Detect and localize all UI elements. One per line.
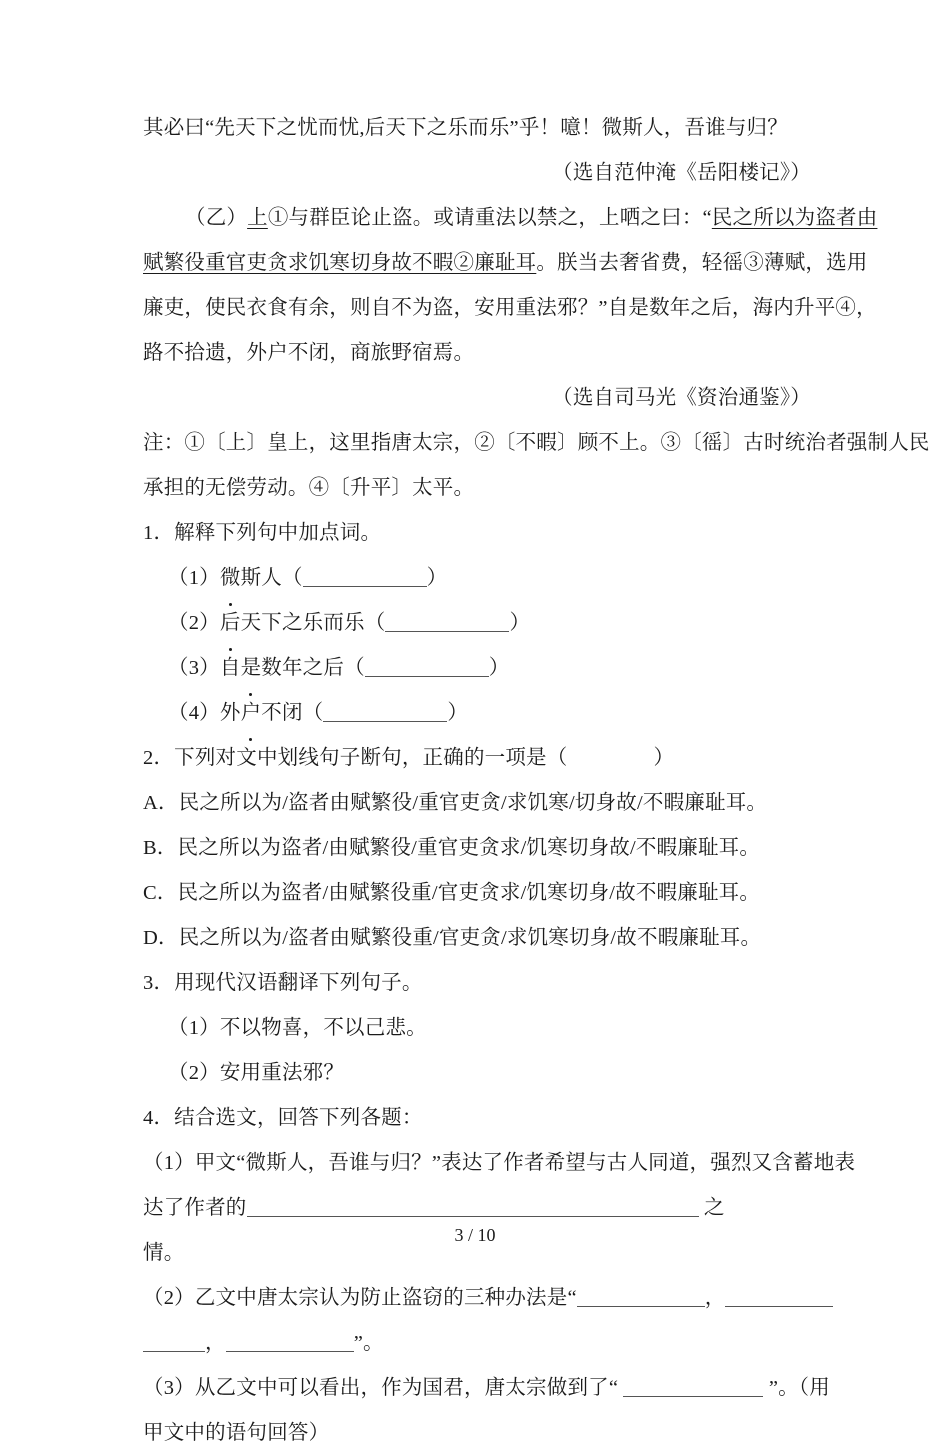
question-2-stem-close: ） bbox=[653, 747, 675, 769]
question-2-option-b[interactable] bbox=[143, 826, 811, 871]
option-letter: B． bbox=[143, 837, 178, 859]
sub1-suffix: 之 bbox=[703, 1197, 725, 1219]
question-1-number: 1． bbox=[143, 522, 175, 544]
passage-yi-underline-b: 赋繁役重官吏贪求饥寒切身故不暇②廉耻耳 bbox=[143, 252, 537, 274]
item-text: 数年之后（ bbox=[261, 657, 365, 679]
item-label: （2） bbox=[168, 612, 220, 634]
question-3-stem bbox=[143, 961, 811, 1006]
question-2-number: 2． bbox=[143, 747, 175, 769]
question-3-number: 3． bbox=[143, 972, 175, 994]
question-4-number: 4． bbox=[143, 1107, 175, 1129]
question-2-stem-text: 下列对文中划线句子断句，正确的一项是（ bbox=[174, 747, 568, 769]
question-1-stem-text: 解释下列句中加点词。 bbox=[174, 522, 382, 544]
answer-blank[interactable] bbox=[623, 1379, 763, 1397]
option-letter: A． bbox=[143, 792, 179, 814]
question-4-sub1-line1: （1）甲文“微斯人，吾谁与归？”表达了作者希望与古人同道，强烈又含蓄地表 bbox=[143, 1152, 856, 1174]
passage-yi-label: （乙） bbox=[185, 207, 248, 229]
answer-blank[interactable] bbox=[365, 659, 489, 677]
answer-blank[interactable] bbox=[247, 1199, 699, 1217]
answer-blank[interactable] bbox=[143, 1334, 205, 1352]
question-4-sub3-line1 bbox=[143, 1366, 830, 1411]
question-2-option-a[interactable] bbox=[143, 781, 811, 826]
item-pre: 自 bbox=[219, 657, 241, 679]
answer-blank[interactable] bbox=[226, 1334, 354, 1352]
dotted-char: 是 bbox=[241, 646, 262, 691]
sub2-comma-2: ， bbox=[205, 1332, 226, 1354]
question-2-option-c[interactable] bbox=[143, 871, 811, 916]
question-1-item-3 bbox=[143, 646, 811, 691]
question-4-sub2-line1 bbox=[143, 1276, 811, 1321]
item-close: ） bbox=[426, 567, 448, 589]
item-close: ） bbox=[488, 657, 510, 679]
citation-yueyanglou: （选自范仲淹《岳阳楼记》） bbox=[552, 162, 811, 184]
item-label: （1） bbox=[168, 567, 220, 589]
answer-blank[interactable] bbox=[323, 704, 447, 722]
option-text: 民之所以为/盗者由赋繁役重/官吏贪/求饥寒切身/故不暇廉耻耳。 bbox=[178, 927, 762, 949]
passage-jia-text-b: 后天下之乐而乐”乎！噫！微斯人，吾谁与归？ bbox=[364, 117, 788, 139]
item-text: 斯人（ bbox=[240, 567, 303, 589]
passage-jia-text-a: 其必曰“先天下之忧而忧 bbox=[143, 117, 360, 139]
question-1-item-1 bbox=[143, 556, 811, 601]
sub2-prefix: （2）乙文中唐太宗认为防止盗窃的三种办法是“ bbox=[143, 1287, 577, 1309]
question-4-stem bbox=[143, 1096, 811, 1141]
option-text: 民之所以为盗者/由赋繁役重/官吏贪求/饥寒切身/故不暇廉耻耳。 bbox=[177, 882, 761, 904]
question-3-stem-text: 用现代汉语翻译下列句子。 bbox=[174, 972, 423, 994]
dotted-char: 后 bbox=[220, 601, 241, 646]
notes-line-1: 注：①〔上〕皇上，这里指唐太宗，②〔不暇〕顾不上。③〔徭〕古时统治者强制人民 bbox=[143, 432, 930, 454]
passage-yi-line-1 bbox=[143, 196, 878, 241]
item-close: ） bbox=[447, 702, 469, 724]
sub2-comma: ， bbox=[704, 1287, 726, 1309]
question-4-stem-text: 结合选文，回答下列各题： bbox=[174, 1107, 423, 1129]
sub3-suffix: ”。（用 bbox=[768, 1377, 830, 1399]
question-1-stem bbox=[143, 511, 811, 556]
dotted-char: 微 bbox=[220, 556, 241, 601]
dotted-char: 户 bbox=[241, 691, 262, 736]
page-number: 3 / 10 bbox=[454, 1225, 496, 1245]
question-2-option-d[interactable] bbox=[143, 916, 811, 961]
option-letter: C． bbox=[143, 882, 178, 904]
sub2-close: ”。 bbox=[353, 1332, 384, 1354]
question-1-item-4 bbox=[143, 691, 811, 736]
item-text: 天下之乐而乐（ bbox=[240, 612, 386, 634]
answer-blank[interactable] bbox=[725, 1289, 833, 1307]
sub1-prefix: 达了作者的 bbox=[143, 1197, 247, 1219]
option-text: 民之所以为盗者/由赋繁役/重官吏贪求/饥寒切身故/不暇廉耻耳。 bbox=[177, 837, 761, 859]
item-label: （3） bbox=[168, 657, 220, 679]
passage-jia-line bbox=[143, 106, 811, 151]
passage-yi-text-b: 。朕当去奢省费，轻徭③薄赋，选用 bbox=[536, 252, 868, 274]
question-2-stem bbox=[143, 736, 811, 781]
passage-yi-line-4: 路不拾遗，外户不闭，商旅野宿焉。 bbox=[143, 342, 475, 364]
option-text: 民之所以为/盗者由赋繁役/重官吏贪/求饥寒/切身故/不暇廉耻耳。 bbox=[178, 792, 768, 814]
item-text: 不闭（ bbox=[261, 702, 324, 724]
option-letter: D． bbox=[143, 927, 179, 949]
document-body bbox=[143, 106, 930, 1456]
notes-line-2: 承担的无偿劳动。④〔升平〕太平。 bbox=[143, 477, 475, 499]
question-1-item-2 bbox=[143, 601, 811, 646]
passage-jia-comma: , bbox=[359, 117, 365, 139]
passage-yi-note-marker-1: ① bbox=[267, 207, 289, 229]
answer-blank[interactable] bbox=[303, 569, 427, 587]
question-3-item-2: （2）安用重法邪？ bbox=[168, 1062, 345, 1084]
passage-yi-shang: 上 bbox=[247, 207, 268, 229]
passage-yi-line-2 bbox=[143, 241, 868, 286]
passage-yi-line-3: 廉吏，使民衣食有余，则自不为盗，安用重法邪？”自是数年之后，海内升平④， bbox=[143, 297, 877, 319]
passage-yi bbox=[143, 196, 878, 376]
question-4-sub1-line3: 情。 bbox=[143, 1242, 185, 1264]
answer-blank[interactable] bbox=[577, 1289, 705, 1307]
question-4-sub3-line2: 甲文中的语句回答） bbox=[143, 1422, 330, 1444]
question-3-item-1: （1）不以物喜，不以己悲。 bbox=[168, 1017, 427, 1039]
item-label: （4） bbox=[168, 702, 220, 724]
passage-yi-underline-a: 民之所以为盗者由 bbox=[711, 207, 878, 229]
passage-yi-text-a: 与群臣论止盗。或请重法以禁之，上哂之曰：“ bbox=[288, 207, 712, 229]
sub3-prefix: （3）从乙文中可以看出，作为国君，唐太宗做到了“ bbox=[143, 1377, 619, 1399]
citation-zizhitongjian: （选自司马光《资治通鉴》） bbox=[552, 387, 811, 409]
item-close: ） bbox=[509, 612, 531, 634]
answer-blank[interactable] bbox=[385, 614, 509, 632]
item-pre: 外 bbox=[219, 702, 241, 724]
